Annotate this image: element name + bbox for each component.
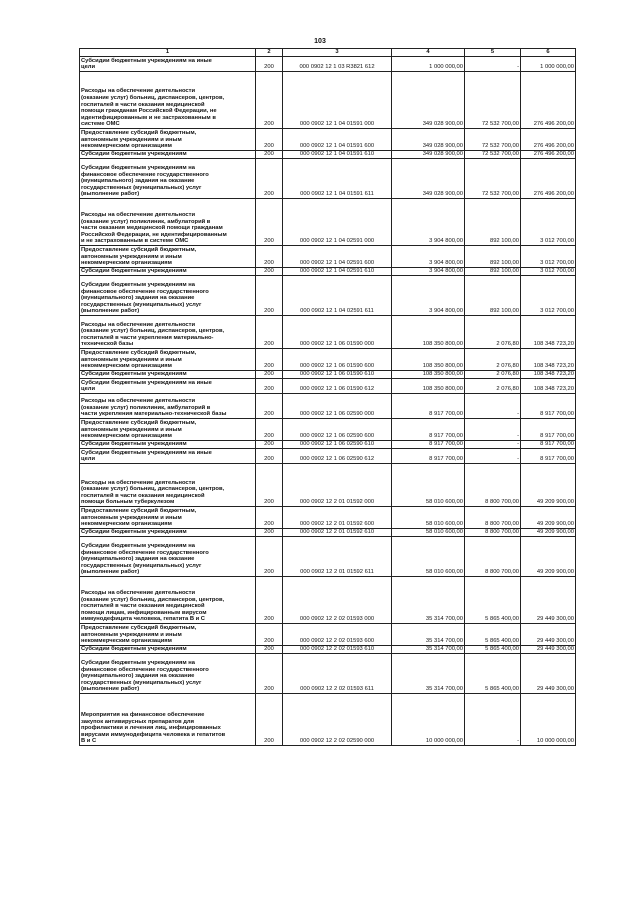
table-row bbox=[80, 694, 576, 746]
table-row bbox=[80, 57, 576, 72]
row-code-cell: 200 bbox=[256, 419, 283, 441]
column-header-1: 1 bbox=[80, 49, 256, 57]
row-executed-amount-cell: 2 076,80 bbox=[465, 379, 521, 394]
row-classification-code-cell: 000 0902 12 2 01 01592 600 bbox=[283, 507, 392, 529]
row-remaining-amount-cell: 49 209 900,00 bbox=[521, 507, 576, 529]
row-classification-code-cell: 000 0902 12 1 04 01591 000 bbox=[283, 72, 392, 129]
row-approved-amount-cell: 349 028 900,00 bbox=[392, 129, 465, 151]
row-executed-amount-cell: 5 865 400,00 bbox=[465, 654, 521, 694]
row-name-cell: Субсидии бюджетным учреждениям на финансовое обеспечение государственного (муниципального) задания на оказание государственных (муниципальных) услуг (выполнение работ) bbox=[80, 276, 256, 316]
row-approved-amount-cell: 35 314 700,00 bbox=[392, 646, 465, 654]
row-remaining-amount-cell: 3 012 700,00 bbox=[521, 246, 576, 268]
table-row bbox=[80, 507, 576, 529]
row-code-cell: 200 bbox=[256, 151, 283, 159]
table-row bbox=[80, 449, 576, 464]
row-code-cell: 200 bbox=[256, 276, 283, 316]
row-name-cell: Предоставление субсидий бюджетным, автономным учреждениям и иным некоммерческим организациям bbox=[80, 419, 256, 441]
row-code-cell: 200 bbox=[256, 529, 283, 537]
row-code-cell: 200 bbox=[256, 507, 283, 529]
column-header-3: 3 bbox=[283, 49, 392, 57]
row-approved-amount-cell: 108 350 800,00 bbox=[392, 316, 465, 349]
row-remaining-amount-cell: 29 449 300,00 bbox=[521, 624, 576, 646]
row-executed-amount-cell: 5 865 400,00 bbox=[465, 646, 521, 654]
row-executed-amount-cell: - bbox=[465, 441, 521, 449]
row-approved-amount-cell: 58 010 600,00 bbox=[392, 507, 465, 529]
row-approved-amount-cell: 58 010 600,00 bbox=[392, 537, 465, 577]
row-approved-amount-cell: 108 350 800,00 bbox=[392, 379, 465, 394]
row-remaining-amount-cell: 49 209 900,00 bbox=[521, 537, 576, 577]
row-name-cell: Субсидии бюджетным учреждениям bbox=[80, 371, 256, 379]
row-code-cell: 200 bbox=[256, 129, 283, 151]
table-row bbox=[80, 464, 576, 507]
row-approved-amount-cell: 8 917 700,00 bbox=[392, 441, 465, 449]
row-executed-amount-cell: 8 800 700,00 bbox=[465, 507, 521, 529]
table-row bbox=[80, 394, 576, 419]
row-remaining-amount-cell: 3 012 700,00 bbox=[521, 276, 576, 316]
row-executed-amount-cell: 5 865 400,00 bbox=[465, 624, 521, 646]
row-approved-amount-cell: 8 917 700,00 bbox=[392, 394, 465, 419]
row-name-cell: Субсидии бюджетным учреждениям на финансовое обеспечение государственного (муниципального) задания на оказание государственных (муниципальных) услуг (выполнение работ) bbox=[80, 159, 256, 199]
table-row bbox=[80, 441, 576, 449]
row-name-cell: Субсидии бюджетным учреждениям на финансовое обеспечение государственного (муниципального) задания на оказание государственных (муниципальных) услуг (выполнение работ) bbox=[80, 537, 256, 577]
table-row bbox=[80, 371, 576, 379]
table-row bbox=[80, 624, 576, 646]
row-classification-code-cell: 000 0902 12 2 01 01592 611 bbox=[283, 537, 392, 577]
row-remaining-amount-cell: 108 348 723,20 bbox=[521, 316, 576, 349]
table-row bbox=[80, 529, 576, 537]
row-name-cell: Предоставление субсидий бюджетным, автономным учреждениям и иным некоммерческим организациям bbox=[80, 624, 256, 646]
row-approved-amount-cell: 58 010 600,00 bbox=[392, 529, 465, 537]
table-row bbox=[80, 316, 576, 349]
row-name-cell: Расходы на обеспечение деятельности (оказание услуг) поликлиник, амбулаторий в части укрепления материально-технической базы bbox=[80, 394, 256, 419]
table-row bbox=[80, 419, 576, 441]
row-classification-code-cell: 000 0902 12 1 06 01590 000 bbox=[283, 316, 392, 349]
row-classification-code-cell: 000 0902 12 1 04 02591 611 bbox=[283, 276, 392, 316]
row-name-cell: Субсидии бюджетным учреждениям bbox=[80, 646, 256, 654]
row-executed-amount-cell: 2 076,80 bbox=[465, 371, 521, 379]
table-row bbox=[80, 654, 576, 694]
row-code-cell: 200 bbox=[256, 72, 283, 129]
row-classification-code-cell: 000 0902 12 1 04 01591 611 bbox=[283, 159, 392, 199]
row-code-cell: 200 bbox=[256, 57, 283, 72]
table-row bbox=[80, 246, 576, 268]
table-row bbox=[80, 151, 576, 159]
row-executed-amount-cell: - bbox=[465, 57, 521, 72]
row-executed-amount-cell: 5 865 400,00 bbox=[465, 577, 521, 624]
row-approved-amount-cell: 35 314 700,00 bbox=[392, 654, 465, 694]
row-classification-code-cell: 000 0902 12 1 06 01590 612 bbox=[283, 379, 392, 394]
row-classification-code-cell: 000 0902 12 2 02 01593 610 bbox=[283, 646, 392, 654]
column-header-6: 6 bbox=[521, 49, 576, 57]
row-code-cell: 200 bbox=[256, 349, 283, 371]
row-name-cell: Субсидии бюджетным учреждениям на иные цели bbox=[80, 57, 256, 72]
table-header-row bbox=[80, 49, 576, 57]
row-executed-amount-cell: 892 100,00 bbox=[465, 199, 521, 246]
row-remaining-amount-cell: 29 449 300,00 bbox=[521, 646, 576, 654]
row-name-cell: Расходы на обеспечение деятельности (оказание услуг) больниц, диспансеров, центров, госпиталей в части оказания медицинской помощи больным туберкулезом bbox=[80, 464, 256, 507]
row-executed-amount-cell: 8 800 700,00 bbox=[465, 464, 521, 507]
row-classification-code-cell: 000 0902 12 2 02 01593 000 bbox=[283, 577, 392, 624]
row-classification-code-cell: 000 0902 12 1 03 R3821 612 bbox=[283, 57, 392, 72]
row-remaining-amount-cell: 3 012 700,00 bbox=[521, 268, 576, 276]
row-name-cell: Расходы на обеспечение деятельности (оказание услуг) больниц, диспансеров, центров, госпиталей в части оказания медицинской помощи лицам, инфицированным вирусом иммунодефицита человека, гепатита В и С bbox=[80, 577, 256, 624]
row-approved-amount-cell: 3 904 800,00 bbox=[392, 246, 465, 268]
row-name-cell: Расходы на обеспечение деятельности (оказание услуг) поликлиник, амбулаторий в части оказания медицинской помощи гражданам Российской Федерации, не идентифицированным и не застрахованным в системе ОМС bbox=[80, 199, 256, 246]
row-executed-amount-cell: 8 800 700,00 bbox=[465, 529, 521, 537]
row-name-cell: Субсидии бюджетным учреждениям на финансовое обеспечение государственного (муниципального) задания на оказание государственных (муниципальных) услуг (выполнение работ) bbox=[80, 654, 256, 694]
table-body bbox=[80, 57, 576, 746]
row-classification-code-cell: 000 0902 12 1 06 02590 610 bbox=[283, 441, 392, 449]
row-remaining-amount-cell: 10 000 000,00 bbox=[521, 694, 576, 746]
row-code-cell: 200 bbox=[256, 159, 283, 199]
row-classification-code-cell: 000 0902 12 2 02 02590 000 bbox=[283, 694, 392, 746]
row-name-cell: Расходы на обеспечение деятельности (оказание услуг) больниц, диспансеров, центров, госпиталей в части укрепления материально- технической базы bbox=[80, 316, 256, 349]
row-remaining-amount-cell: 29 449 300,00 bbox=[521, 577, 576, 624]
row-name-cell: Предоставление субсидий бюджетным, автономным учреждениям и иным некоммерческим организациям bbox=[80, 349, 256, 371]
row-code-cell: 200 bbox=[256, 624, 283, 646]
row-remaining-amount-cell: 108 348 723,20 bbox=[521, 349, 576, 371]
row-code-cell: 200 bbox=[256, 441, 283, 449]
row-remaining-amount-cell: 8 917 700,00 bbox=[521, 441, 576, 449]
row-remaining-amount-cell: 108 348 723,20 bbox=[521, 379, 576, 394]
row-code-cell: 200 bbox=[256, 394, 283, 419]
row-approved-amount-cell: 108 350 800,00 bbox=[392, 371, 465, 379]
row-remaining-amount-cell: 8 917 700,00 bbox=[521, 419, 576, 441]
table-row bbox=[80, 159, 576, 199]
row-name-cell: Субсидии бюджетным учреждениям bbox=[80, 268, 256, 276]
column-header-5: 5 bbox=[465, 49, 521, 57]
row-executed-amount-cell: 72 532 700,00 bbox=[465, 151, 521, 159]
row-approved-amount-cell: 58 010 600,00 bbox=[392, 464, 465, 507]
table-row bbox=[80, 129, 576, 151]
row-approved-amount-cell: 349 028 900,00 bbox=[392, 159, 465, 199]
row-executed-amount-cell: 892 100,00 bbox=[465, 268, 521, 276]
row-remaining-amount-cell: 29 449 300,00 bbox=[521, 654, 576, 694]
row-approved-amount-cell: 3 904 800,00 bbox=[392, 268, 465, 276]
row-remaining-amount-cell: 108 348 723,20 bbox=[521, 371, 576, 379]
column-header-2: 2 bbox=[256, 49, 283, 57]
row-classification-code-cell: 000 0902 12 2 02 01593 600 bbox=[283, 624, 392, 646]
row-code-cell: 200 bbox=[256, 379, 283, 394]
row-name-cell: Предоставление субсидий бюджетным, автономным учреждениям и иным некоммерческим организациям bbox=[80, 246, 256, 268]
row-remaining-amount-cell: 49 209 900,00 bbox=[521, 464, 576, 507]
row-code-cell: 200 bbox=[256, 694, 283, 746]
table-row bbox=[80, 276, 576, 316]
row-executed-amount-cell: 72 532 700,00 bbox=[465, 72, 521, 129]
row-name-cell: Мероприятия на финансовое обеспечение закупок антивирусных препаратов для профилактики и лечения лиц, инфицированных вирусами иммунодефицита человека и гепатитов В и С bbox=[80, 694, 256, 746]
page-number: 103 bbox=[314, 38, 326, 45]
table-row bbox=[80, 379, 576, 394]
row-executed-amount-cell: - bbox=[465, 394, 521, 419]
row-name-cell: Субсидии бюджетным учреждениям на иные цели bbox=[80, 379, 256, 394]
row-code-cell: 200 bbox=[256, 268, 283, 276]
row-name-cell: Субсидии бюджетным учреждениям bbox=[80, 151, 256, 159]
row-remaining-amount-cell: 8 917 700,00 bbox=[521, 449, 576, 464]
row-remaining-amount-cell: 49 209 900,00 bbox=[521, 529, 576, 537]
row-name-cell: Субсидии бюджетным учреждениям bbox=[80, 529, 256, 537]
row-classification-code-cell: 000 0902 12 1 04 02591 000 bbox=[283, 199, 392, 246]
row-code-cell: 200 bbox=[256, 371, 283, 379]
row-classification-code-cell: 000 0902 12 1 04 02591 610 bbox=[283, 268, 392, 276]
row-classification-code-cell: 000 0902 12 2 01 01592 610 bbox=[283, 529, 392, 537]
row-executed-amount-cell: 72 532 700,00 bbox=[465, 129, 521, 151]
row-classification-code-cell: 000 0902 12 1 06 02590 600 bbox=[283, 419, 392, 441]
row-code-cell: 200 bbox=[256, 577, 283, 624]
row-approved-amount-cell: 10 000 000,00 bbox=[392, 694, 465, 746]
table-row bbox=[80, 646, 576, 654]
row-code-cell: 200 bbox=[256, 464, 283, 507]
budget-table bbox=[79, 48, 576, 746]
row-code-cell: 200 bbox=[256, 316, 283, 349]
row-remaining-amount-cell: 3 012 700,00 bbox=[521, 199, 576, 246]
row-executed-amount-cell: 2 076,80 bbox=[465, 316, 521, 349]
row-classification-code-cell: 000 0902 12 1 06 01590 600 bbox=[283, 349, 392, 371]
row-approved-amount-cell: 3 904 800,00 bbox=[392, 276, 465, 316]
row-classification-code-cell: 000 0902 12 1 04 01591 610 bbox=[283, 151, 392, 159]
row-executed-amount-cell: 72 532 700,00 bbox=[465, 159, 521, 199]
table-row bbox=[80, 199, 576, 246]
row-approved-amount-cell: 35 314 700,00 bbox=[392, 624, 465, 646]
row-name-cell: Субсидии бюджетным учреждениям на иные цели bbox=[80, 449, 256, 464]
table-row bbox=[80, 537, 576, 577]
row-code-cell: 200 bbox=[256, 246, 283, 268]
table-row bbox=[80, 349, 576, 371]
row-remaining-amount-cell: 276 496 200,00 bbox=[521, 151, 576, 159]
row-remaining-amount-cell: 276 496 200,00 bbox=[521, 159, 576, 199]
table-row bbox=[80, 72, 576, 129]
row-classification-code-cell: 000 0902 12 1 06 02590 000 bbox=[283, 394, 392, 419]
row-approved-amount-cell: 35 314 700,00 bbox=[392, 577, 465, 624]
row-executed-amount-cell: - bbox=[465, 449, 521, 464]
row-executed-amount-cell: 2 076,80 bbox=[465, 349, 521, 371]
row-classification-code-cell: 000 0902 12 1 06 02590 612 bbox=[283, 449, 392, 464]
row-approved-amount-cell: 349 028 900,00 bbox=[392, 151, 465, 159]
row-remaining-amount-cell: 276 496 200,00 bbox=[521, 72, 576, 129]
table-row bbox=[80, 577, 576, 624]
row-code-cell: 200 bbox=[256, 646, 283, 654]
row-approved-amount-cell: 8 917 700,00 bbox=[392, 449, 465, 464]
row-executed-amount-cell: - bbox=[465, 694, 521, 746]
row-approved-amount-cell: 108 350 800,00 bbox=[392, 349, 465, 371]
row-name-cell: Предоставление субсидий бюджетным, автономным учреждениям и иным некоммерческим организациям bbox=[80, 129, 256, 151]
row-classification-code-cell: 000 0902 12 1 04 02591 600 bbox=[283, 246, 392, 268]
row-classification-code-cell: 000 0902 12 1 04 01591 600 bbox=[283, 129, 392, 151]
row-code-cell: 200 bbox=[256, 199, 283, 246]
row-code-cell: 200 bbox=[256, 537, 283, 577]
row-approved-amount-cell: 1 000 000,00 bbox=[392, 57, 465, 72]
row-name-cell: Субсидии бюджетным учреждениям bbox=[80, 441, 256, 449]
row-code-cell: 200 bbox=[256, 449, 283, 464]
row-approved-amount-cell: 3 904 800,00 bbox=[392, 199, 465, 246]
row-classification-code-cell: 000 0902 12 2 02 01593 611 bbox=[283, 654, 392, 694]
row-executed-amount-cell: 892 100,00 bbox=[465, 276, 521, 316]
row-classification-code-cell: 000 0902 12 2 01 01592 000 bbox=[283, 464, 392, 507]
row-name-cell: Расходы на обеспечение деятельности (оказание услуг) больниц, диспансеров, центров, госпиталей в части оказания медицинской помощи гражданам Российской Федерации, не идентифицированным и не застрахованным в системе ОМС bbox=[80, 72, 256, 129]
row-executed-amount-cell: 8 800 700,00 bbox=[465, 537, 521, 577]
row-executed-amount-cell: - bbox=[465, 419, 521, 441]
row-approved-amount-cell: 349 028 900,00 bbox=[392, 72, 465, 129]
row-classification-code-cell: 000 0902 12 1 06 01590 610 bbox=[283, 371, 392, 379]
row-remaining-amount-cell: 8 917 700,00 bbox=[521, 394, 576, 419]
row-approved-amount-cell: 8 917 700,00 bbox=[392, 419, 465, 441]
column-header-4: 4 bbox=[392, 49, 465, 57]
row-executed-amount-cell: 892 100,00 bbox=[465, 246, 521, 268]
row-remaining-amount-cell: 1 000 000,00 bbox=[521, 57, 576, 72]
row-code-cell: 200 bbox=[256, 654, 283, 694]
row-name-cell: Предоставление субсидий бюджетным, автономным учреждениям и иным некоммерческим организациям bbox=[80, 507, 256, 529]
table-row bbox=[80, 268, 576, 276]
row-remaining-amount-cell: 276 496 200,00 bbox=[521, 129, 576, 151]
